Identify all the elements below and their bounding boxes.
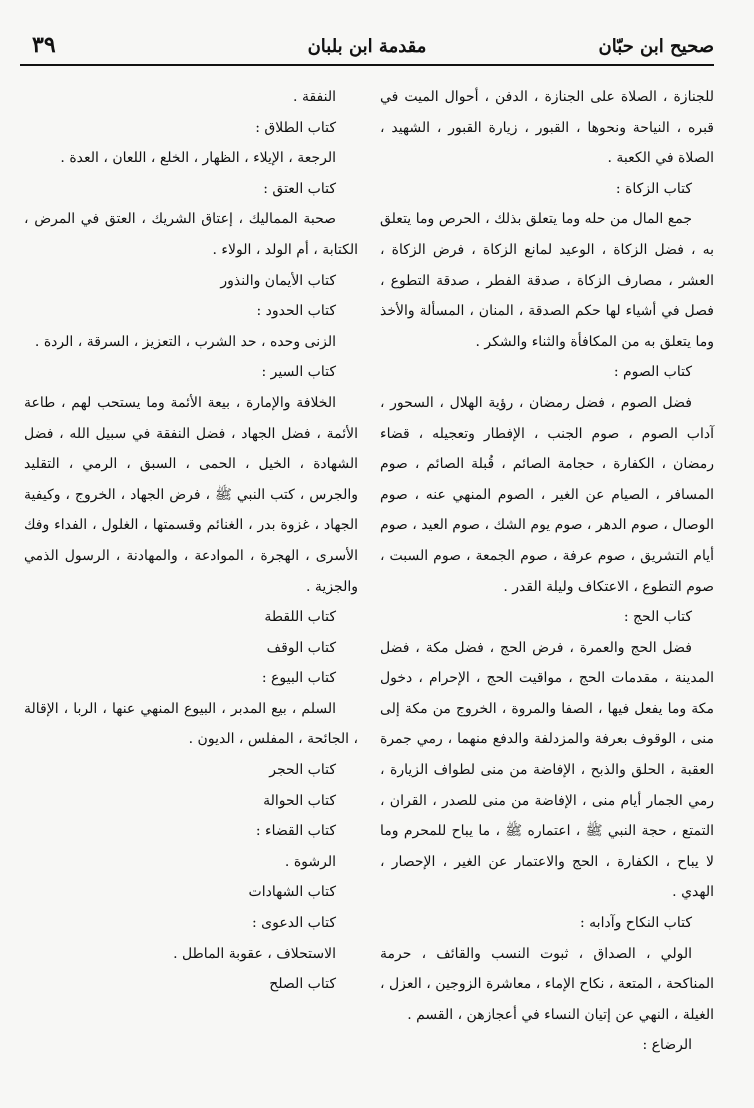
section-heading: كتاب الأيمان والنذور bbox=[220, 272, 336, 289]
section-heading: كتاب اللقطة bbox=[264, 609, 336, 626]
section-heading: الاستحلاف ، عقوبة الماطل . bbox=[173, 945, 336, 962]
section-heading: كتاب الحدود : bbox=[256, 303, 336, 320]
page-number: ٣٩ bbox=[32, 32, 56, 58]
section-heading: كتاب الوقف bbox=[266, 639, 336, 656]
paragraph: الخلافة والإمارة ، بيعة الأئمة وما يستحب لهم ، طاعة الأئمة ، فضل الجهاد ، فضل النفقة في سبيل الله ، فضل الشهادة ، الخيل ، الحمى ، السبق ، الرمي ، التقليد والجرس ، كتب النبي ﷺ ، فرض الجهاد ، الخروج ، وكيفية الجهاد ، غزوة بدر ، الغنائم وقسمتها ، الغلول ، الفداء وفك الأسرى ، الهجرة ، الموادعة ، والمهادنة ، الرسول الذمي والجزية . bbox=[24, 394, 358, 595]
section-heading: كتاب العتق : bbox=[263, 180, 336, 197]
paragraph: الولي ، الصداق ، ثبوت النسب والقائف ، حرمة المناكحة ، المتعة ، نكاح الإماء ، معاشرة الزوجين ، العزل ، الغيلة ، النهي عن إتيان النساء في أعجازهن ، القسم . bbox=[380, 945, 714, 1023]
section-heading: كتاب الزكاة : bbox=[615, 180, 692, 197]
section-title: مقدمة ابن بلبان bbox=[307, 36, 427, 57]
paragraph: للجنازة ، الصلاة على الجنازة ، الدفن ، أحوال الميت في قبره ، النياحة ونحوها ، القبور ، زيارة القبور ، الشهيد ، الصلاة في الكعبة . bbox=[380, 89, 714, 167]
paragraph: جمع المال من حله وما يتعلق بذلك ، الحرص وما يتعلق به ، فضل الزكاة ، الوعيد لمانع الزكاة ، فرض الزكاة ، العشر ، مصارف الزكاة ، صدقة الفطر ، صدقة التطوع ، فصل في أشياء لها حكم الصدقة ، المنان ، المسألة والأخذ وما يتعلق به من المكافأة والثناء والشكر . bbox=[380, 211, 714, 350]
section-heading: كتاب الصلح bbox=[269, 976, 336, 993]
section-heading: كتاب النكاح وآدابه : bbox=[580, 915, 692, 932]
paragraph: الرجعة ، الإيلاء ، الظهار ، الخلع ، اللعان ، العدة . bbox=[60, 150, 336, 167]
page-header bbox=[20, 30, 714, 66]
paragraph: فضل الصوم ، فضل رمضان ، رؤية الهلال ، السحور ، آداب الصوم ، صوم الجنب ، الإفطار وتعجيله ، قضاء رمضان ، الكفارة ، حجامة الصائم ، قُبلة الصائم ، صوم المسافر ، الصيام عن الغير ، الصوم المنهي عنه ، صوم الوصال ، صوم الدهر ، صوم يوم الشك ، صوم العيد ، صوم أيام التشريق ، صوم عرفة ، صوم الجمعة ، صوم السبت ، صوم التطوع ، الاعتكاف وليلة القدر . bbox=[380, 394, 714, 595]
section-heading: كتاب القضاء : bbox=[255, 823, 336, 840]
section-heading: كتاب السير : bbox=[261, 364, 336, 381]
section-heading: الرضاع : bbox=[642, 1037, 692, 1054]
section-heading: النفقة . bbox=[293, 89, 336, 105]
section-heading: كتاب الصوم : bbox=[613, 364, 692, 381]
header-rule bbox=[20, 64, 714, 66]
section-heading: كتاب الحجر bbox=[269, 762, 336, 779]
paragraph: السلم ، بيع المدبر ، البيوع المنهي عنها ، الربا ، الإقالة ، الجائحة ، المفلس ، الديون . bbox=[24, 700, 358, 748]
paragraph: فضل الحج والعمرة ، فرض الحج ، فضل مكة ، فضل المدينة ، مقدمات الحج ، مواقيت الحج ، الإحرام ، دخول مكة وما يفعل فيها ، الصفا والمروة ، الخروج من مكة إلى منى ، الوقوف بعرفة والمزدلفة والدفع منهما ، رمي جمرة العقبة ، الحلق والذبح ، الإفاضة من منى لطواف الزيارة ، رمي الجمار أيام منى ، الإفاضة من منى للصدر ، القران ، التمتع ، حجة النبي ﷺ ، اعتماره ﷺ ، ما يباح للمحرم وما لا يباح ، الكفارة ، الحج والاعتمار عن الغير ، الإحصار ، الهدي . bbox=[380, 639, 714, 901]
section-heading: كتاب الحوالة bbox=[263, 792, 336, 809]
section-heading: كتاب الدعوى : bbox=[252, 915, 336, 932]
paragraph: صحبة المماليك ، إعتاق الشريك ، العتق في المرض ، الكتابة ، أم الولد ، الولاء . bbox=[24, 211, 358, 258]
paragraph: الزنى وحده ، حد الشرب ، التعزيز ، السرقة ، الردة . bbox=[34, 333, 336, 350]
right-column bbox=[380, 82, 714, 1061]
section-heading: كتاب البيوع : bbox=[261, 670, 336, 687]
section-heading: كتاب الحج : bbox=[623, 609, 692, 626]
section-heading: الرشوة . bbox=[284, 853, 336, 870]
book-title: صحيح ابن حبّان bbox=[598, 36, 714, 57]
section-heading: كتاب الشهادات bbox=[248, 884, 336, 901]
left-column bbox=[24, 82, 358, 1000]
section-heading: كتاب الطلاق : bbox=[255, 119, 336, 136]
